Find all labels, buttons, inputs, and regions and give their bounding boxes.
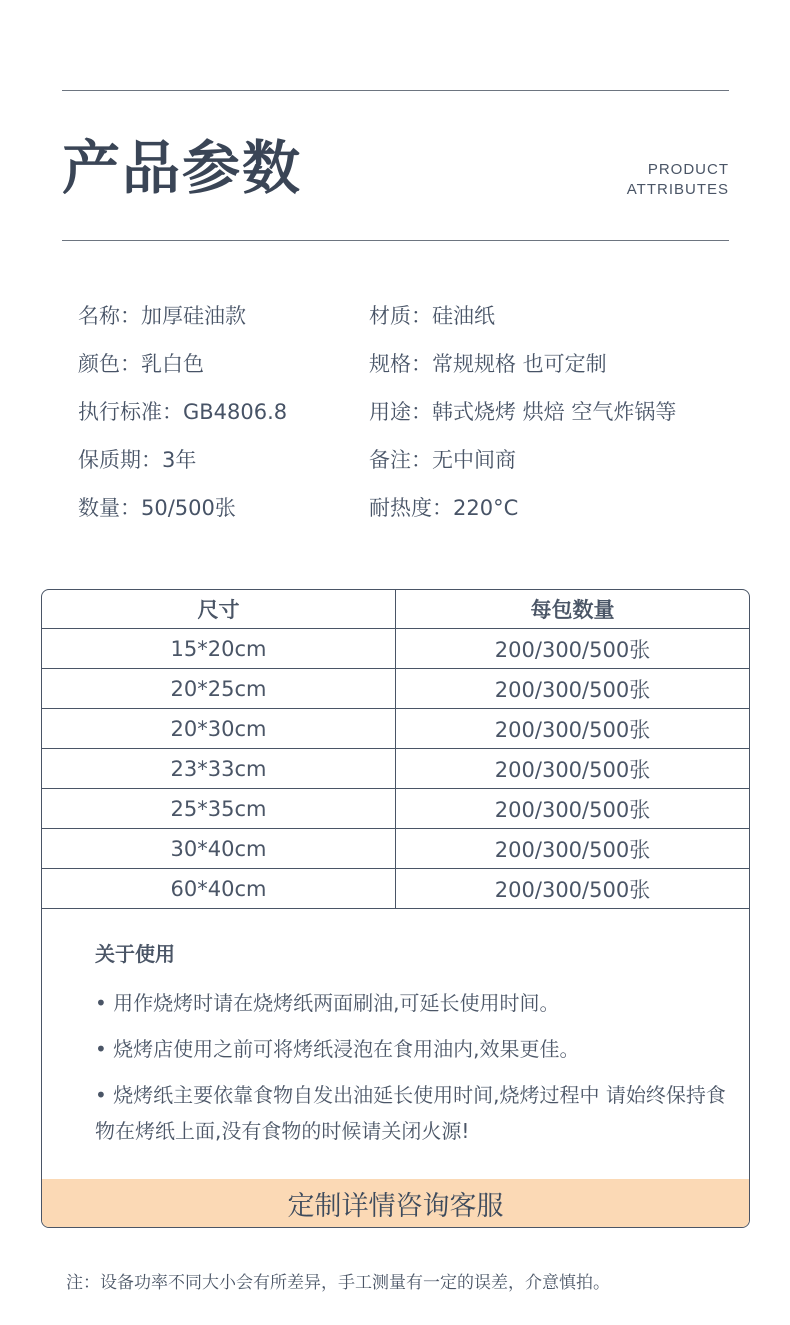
size-cell: 20*25cm [42,669,396,709]
table-header-row [42,590,749,629]
attribute-material: 材质：硅油纸 [369,304,495,328]
attributes-list [78,300,738,540]
size-cell: 25*35cm [42,789,396,829]
bottom-divider [62,240,729,241]
quantity-cell: 200/300/500张 [396,869,750,909]
attribute-shelf-life: 保质期：3年 [78,448,197,472]
table-row [42,669,749,709]
footer-note: 注：设备功率不同大小会有所差异，手工测量有一定的误差，介意慎拍。 [66,1273,610,1293]
usage-item: • 用作烧烤时请在烧烤纸两面刷油,可延长使用时间。 [95,991,560,1015]
attribute-usage: 用途：韩式烧烤 烘焙 空气炸锅等 [369,400,677,424]
size-cell: 60*40cm [42,869,396,909]
size-cell: 15*20cm [42,629,396,669]
quantity-cell: 200/300/500张 [396,669,750,709]
header-size: 尺寸 [42,590,396,629]
attribute-row [78,300,738,348]
attribute-row [78,444,738,492]
quantity-cell: 200/300/500张 [396,789,750,829]
attribute-spec: 规格：常规规格 也可定制 [369,352,607,376]
attribute-row [78,492,738,540]
quantity-cell: 200/300/500张 [396,709,750,749]
top-divider [62,90,729,91]
subtitle-line-2: ATTRIBUTES [626,181,729,198]
attribute-row [78,348,738,396]
table-row [42,789,749,829]
attribute-heat-resistance: 耐热度：220°C [369,496,519,520]
attribute-remark: 备注：无中间商 [369,448,516,472]
size-table [42,590,749,909]
size-cell: 23*33cm [42,749,396,789]
usage-title: 关于使用 [95,942,175,966]
table-row [42,629,749,669]
header-pack-quantity: 每包数量 [396,590,750,629]
attribute-color: 颜色：乳白色 [78,352,204,376]
usage-section [95,938,735,1159]
table-row [42,709,749,749]
subtitle-line-1: PRODUCT [647,161,729,178]
size-cell: 30*40cm [42,829,396,869]
quantity-cell: 200/300/500张 [396,829,750,869]
attribute-standard: 执行标准：GB4806.8 [78,400,288,424]
attribute-name: 名称：加厚硅油款 [78,304,246,328]
quantity-cell: 200/300/500张 [396,629,750,669]
quantity-cell: 200/300/500张 [396,749,750,789]
attribute-quantity: 数量：50/500张 [78,496,236,520]
size-table-card [41,589,750,1228]
table-row [42,829,749,869]
size-cell: 20*30cm [42,709,396,749]
usage-item: • 烧烤纸主要依靠食物自发出油延长使用时间,烧烤过程中 请始终保持食物在烤纸上面,没有食物的时候请关闭火源! [95,1083,726,1143]
usage-item: • 烧烤店使用之前可将烤纸浸泡在食用油内,效果更佳。 [95,1037,580,1061]
table-row [42,749,749,789]
custom-contact-banner[interactable]: 定制详情咨询客服 [42,1179,749,1227]
attribute-row [78,396,738,444]
page-title: 产品参数 [62,134,303,202]
table-row [42,869,749,909]
page-subtitle [627,160,729,200]
